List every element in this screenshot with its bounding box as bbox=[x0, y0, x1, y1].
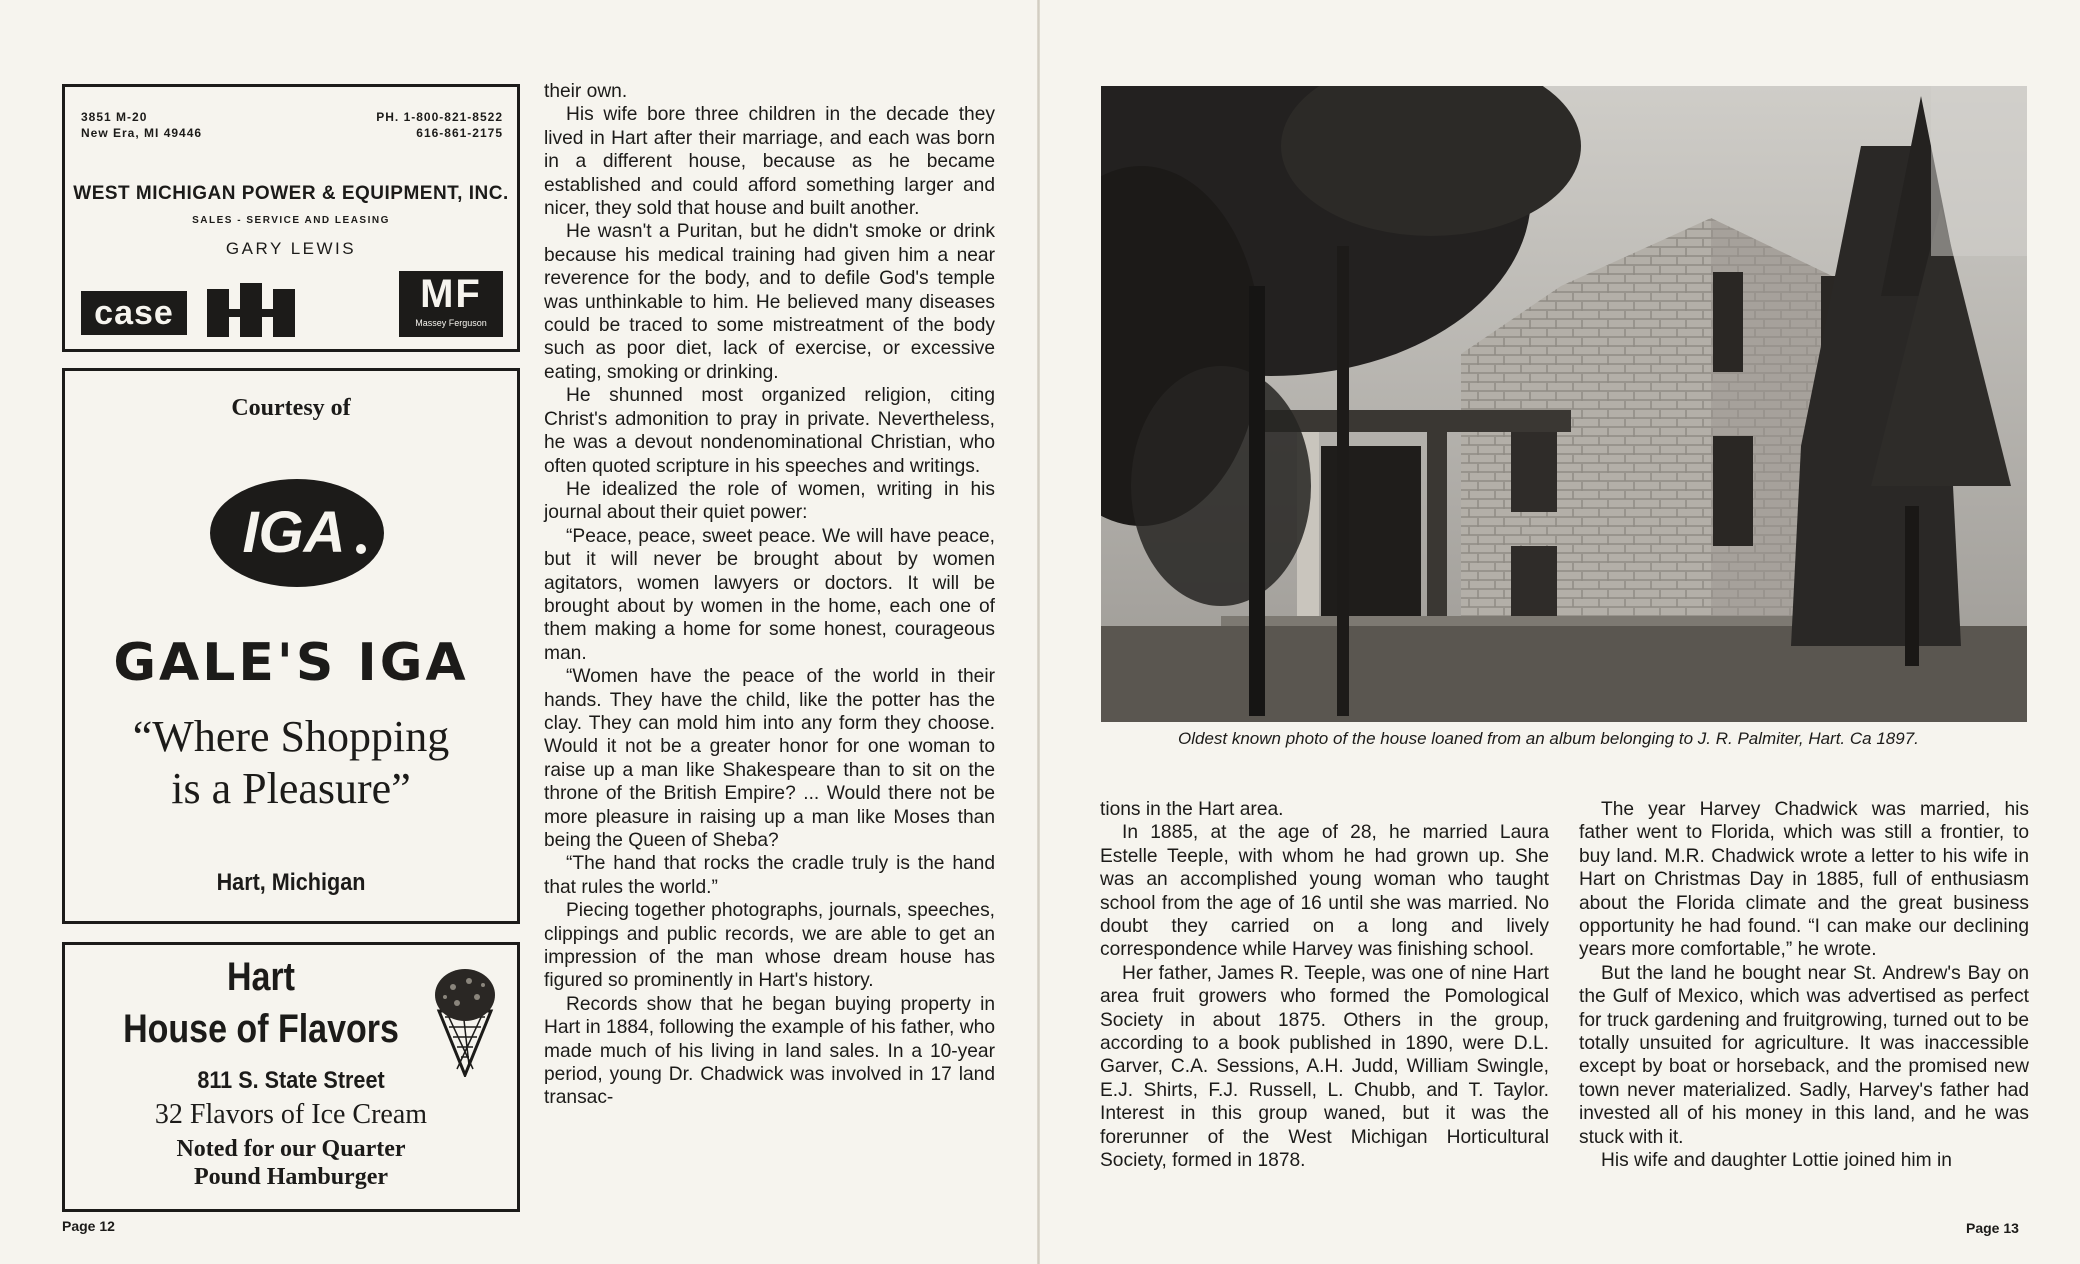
ad-street: 811 S. State Street bbox=[197, 1067, 385, 1094]
paragraph: “Peace, peace, sweet peace. We will have peace, but it will never be brought about by women agitators, women lawyers or doctors. It will be brought about by women in the home, each one of them making a home for some honest, courageous man. bbox=[544, 525, 995, 664]
ad-flavors: 32 Flavors of Ice Cream bbox=[154, 1099, 428, 1130]
paragraph: But the land he bought near St. Andrew's Bay on the Gulf of Mexico, which was advertised as perfect for truck gardening and fruitgrowing, turned out to be totally unsuited for agriculture. It was inaccessible except by boat or horseback, and the promised new town never materialized. Sadly, Harvey's father had invested all of his money in this land, and he was stuck with it. bbox=[1579, 962, 2029, 1148]
store-slogan: “Where Shopping is a Pleasure” bbox=[132, 712, 450, 813]
paragraph: tions in the Hart area. bbox=[1100, 799, 1284, 820]
ad-gales-iga bbox=[62, 368, 520, 924]
article-column-3 bbox=[1579, 798, 2029, 1173]
paragraph: Records show that he began buying property in Hart in 1884, following the example of his father, who made much of his living in land sales. In a 10-year period, young Dr. Chadwick was involved in 17 land transac- bbox=[544, 993, 995, 1109]
case-logo: case bbox=[81, 291, 187, 335]
services-line: SALES - SERVICE AND LEASING bbox=[192, 215, 390, 226]
paragraph: His wife bore three children in the decade they lived in Hart after their marriage, and each was born in a different house, because as he became established and could afford something larger and nicer, they sold that house and built another. bbox=[544, 104, 995, 220]
ad-title-line2: House of Flavors bbox=[123, 1007, 399, 1051]
paragraph: He idealized the role of women, writing in his journal about their quiet power: bbox=[544, 478, 995, 524]
page-number-left: Page 12 bbox=[62, 1218, 115, 1234]
page-number-right: Page 13 bbox=[1966, 1220, 2019, 1236]
page-fold bbox=[1037, 0, 1040, 1264]
company-name: WEST MICHIGAN POWER & EQUIPMENT, INC. bbox=[73, 183, 509, 204]
article-column-2 bbox=[1100, 798, 1549, 1173]
store-town: Hart, Michigan bbox=[216, 869, 366, 896]
ih-logo-icon bbox=[199, 283, 303, 337]
ad-hart-house-of-flavors bbox=[62, 942, 520, 1212]
ad-address: 3851 M-20 New Era, MI 49446 bbox=[81, 110, 203, 140]
ad-note: Noted for our Quarter Pound Hamburger bbox=[176, 1136, 406, 1190]
ad-west-michigan-power bbox=[62, 84, 520, 352]
ad-title-line1: Hart bbox=[226, 955, 296, 999]
paragraph: “Women have the peace of the world in their hands. They have the child, like the potter has the clay. They can mold him into any form they choose. Would it not be a greater honor for one woman to raise up a man like Shakespeare than to sit on the throne of the British Empire? ... Would there not be more pleasure in raising up a man like Moses than being the Queen of Sheba? bbox=[544, 666, 995, 851]
paragraph: His wife and daughter Lottie joined him in bbox=[1601, 1150, 1952, 1172]
courtesy-line: Courtesy of bbox=[231, 395, 351, 421]
paragraph: their own. bbox=[544, 81, 628, 102]
paragraph: The year Harvey Chadwick was married, his father went to Florida, which was still a frontier, to buy land. M.R. Chadwick wrote a letter to his wife in Hart on Christmas Day in 1885, full of enthusiasm about the Florida climate and the great business opportunity he had found. “I can make our declining years more comfortable,” he wrote. bbox=[1579, 799, 2029, 961]
iga-logo-icon bbox=[208, 477, 386, 589]
ice-cream-cone-icon bbox=[433, 965, 497, 1077]
paragraph: In 1885, at the age of 28, he married Laura Estelle Teeple, with whom he had grown up. She was an accomplished young woman who taught school from the age of 16 until she was married. No doubt they carried on a long and lively correspondence while Harvey was finishing school. bbox=[1100, 822, 1549, 961]
store-name: GALE'S IGA bbox=[113, 633, 469, 693]
iga-logo-text: IGA bbox=[242, 500, 346, 565]
ad-phone: PH. 1-800-821-8522 616-861-2175 bbox=[376, 110, 503, 140]
paragraph: “The hand that rocks the cradle truly is the hand that rules the world.” bbox=[544, 853, 995, 898]
photo-caption: Oldest known photo of the house loaned from an album belonging to J. R. Palmiter, Hart. Ca 1897. bbox=[1178, 729, 1919, 748]
paragraph: Piecing together photographs, journals, speeches, clippings and public records, we are able to get an impression of the man whose dream house has figured so prominently in Hart's history. bbox=[544, 900, 995, 992]
article-column-1 bbox=[544, 80, 995, 1110]
paragraph: He wasn't a Puritan, but he didn't smoke or drink because his medical training had given him a near reverence for the body, and to defile God's temple was unthinkable to him. He believed many diseases could be traced to some mistreatment of the body such as poor diet, lack of exercise, or excessive eating, smoking or drinking. bbox=[544, 221, 995, 383]
paragraph: Her father, James R. Teeple, was one of nine Hart area fruit growers who formed the Pomological Society in about 1875. Others in the group, according to a book published in 1890, were D.L. Garver, C.A. Sessions, A.H. Judd, William Swingle, E.J. Shirts, F.J. Russell, L. Chubb, and T. Taylor. Interest in this group waned, but it was the forerunner of the West Michigan Horticultural Society, formed in 1878. bbox=[1100, 962, 1549, 1172]
massey-ferguson-logo: MF Massey Ferguson bbox=[399, 271, 503, 337]
paragraph: He shunned most organized religion, citing Christ's admonition to pray in private. Nevertheless, he was a devout nondenominational Christian, who often quoted scripture in his speeches and writings. bbox=[544, 385, 995, 477]
historic-house-photo bbox=[1101, 86, 2027, 722]
contact-name: GARY LEWIS bbox=[225, 239, 357, 258]
